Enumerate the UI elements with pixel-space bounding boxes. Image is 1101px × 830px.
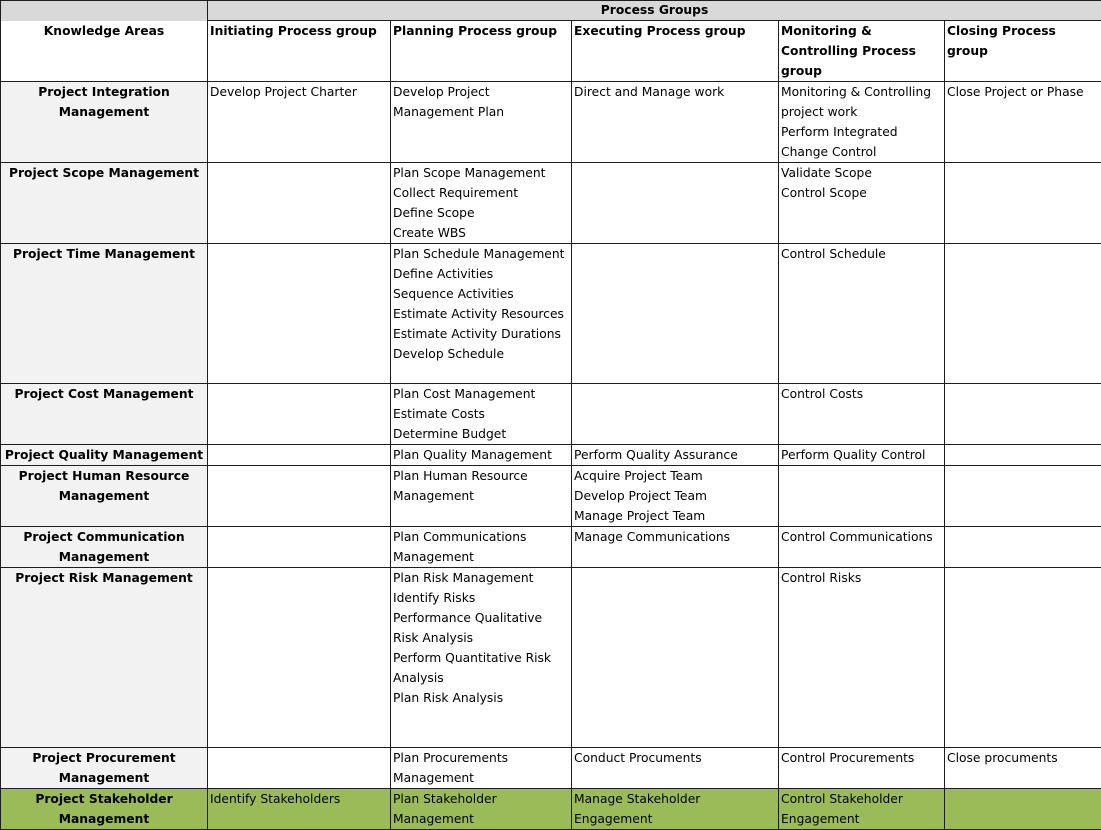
process-item: Acquire Project Team xyxy=(574,466,776,486)
table-row xyxy=(1,244,1101,384)
table-row xyxy=(1,527,1101,568)
process-cell-closing xyxy=(945,466,1101,527)
process-item: Control Scope xyxy=(781,183,942,203)
process-item: Plan Risk Analysis xyxy=(393,688,569,708)
process-cell-planning xyxy=(391,789,572,830)
process-cell-closing xyxy=(945,384,1101,445)
process-item: Define Scope xyxy=(393,203,569,223)
process-cell-monitoring xyxy=(779,789,945,830)
process-item: Perform Quality Assurance xyxy=(574,445,776,465)
process-item: Perform Quantitative Risk Analysis xyxy=(393,648,569,688)
process-cell-planning xyxy=(391,82,572,163)
process-item: Conduct Procuments xyxy=(574,748,776,768)
process-item: Close procuments xyxy=(947,748,1099,768)
column-header-initiating: Initiating Process group xyxy=(208,21,391,82)
process-item: Sequence Activities xyxy=(393,284,569,304)
table-row xyxy=(1,384,1101,445)
knowledge-area-cell: Project Integration Management xyxy=(1,82,208,163)
table-row xyxy=(1,163,1101,244)
process-item: Plan Risk Management xyxy=(393,568,569,588)
process-item: Perform Quality Control xyxy=(781,445,942,465)
process-groups-title: Process Groups xyxy=(208,1,1101,21)
table-row xyxy=(1,748,1101,789)
process-item: Monitoring & Controlling project work xyxy=(781,82,942,122)
process-item: Plan Communications Management xyxy=(393,527,569,567)
process-cell-planning xyxy=(391,748,572,789)
process-cell-closing xyxy=(945,748,1101,789)
process-cell-monitoring xyxy=(779,244,945,384)
process-cell-executing xyxy=(572,82,779,163)
column-header-closing: Closing Process group xyxy=(945,21,1101,82)
process-item: Plan Human Resource Management xyxy=(393,466,569,506)
process-cell-executing xyxy=(572,789,779,830)
process-item: Direct and Manage work xyxy=(574,82,776,102)
process-item: Validate Scope xyxy=(781,163,942,183)
process-cell-executing xyxy=(572,466,779,527)
process-item: Performance Qualitative Risk Analysis xyxy=(393,608,569,648)
process-item: Plan Procurements Management xyxy=(393,748,569,788)
process-item: Define Activities xyxy=(393,264,569,284)
process-item: Develop Project Team xyxy=(574,486,776,506)
table-row xyxy=(1,82,1101,163)
knowledge-area-cell: Project Human Resource Management xyxy=(1,466,208,527)
process-cell-planning xyxy=(391,163,572,244)
process-item: Estimate Costs xyxy=(393,404,569,424)
knowledge-area-cell: Project Time Management xyxy=(1,244,208,384)
process-item: Control Risks xyxy=(781,568,942,588)
process-cell-initiating xyxy=(208,568,391,748)
process-item: Plan Schedule Management xyxy=(393,244,569,264)
process-cell-monitoring xyxy=(779,466,945,527)
table-row xyxy=(1,445,1101,466)
process-item: Plan Cost Management xyxy=(393,384,569,404)
process-cell-initiating xyxy=(208,748,391,789)
process-cell-monitoring xyxy=(779,384,945,445)
process-cell-executing xyxy=(572,445,779,466)
process-cell-initiating xyxy=(208,384,391,445)
process-item: Manage Project Team xyxy=(574,506,776,526)
column-header-executing: Executing Process group xyxy=(572,21,779,82)
process-cell-initiating xyxy=(208,163,391,244)
process-cell-monitoring xyxy=(779,445,945,466)
table-row xyxy=(1,568,1101,748)
process-cell-executing xyxy=(572,163,779,244)
process-item: Control Schedule xyxy=(781,244,942,264)
process-cell-initiating xyxy=(208,527,391,568)
knowledge-area-cell: Project Scope Management xyxy=(1,163,208,244)
table-row xyxy=(1,466,1101,527)
table-body xyxy=(1,82,1101,830)
process-item: Develop Project Charter xyxy=(210,82,388,102)
process-item: Develop Schedule xyxy=(393,344,569,364)
process-cell-closing xyxy=(945,82,1101,163)
process-item: Determine Budget xyxy=(393,424,569,444)
process-cell-planning xyxy=(391,466,572,527)
column-header-monitoring: Monitoring & Controlling Process group xyxy=(779,21,945,82)
process-item: Plan Stakeholder Management xyxy=(393,789,569,829)
process-item: Control Stakeholder Engagement xyxy=(781,789,942,829)
knowledge-area-cell: Project Stakeholder Management xyxy=(1,789,208,830)
column-header-planning: Planning Process group xyxy=(391,21,572,82)
process-item: Create WBS xyxy=(393,223,569,243)
process-cell-closing xyxy=(945,163,1101,244)
process-item: Plan Quality Management xyxy=(393,445,569,465)
process-cell-closing xyxy=(945,445,1101,466)
process-item: Estimate Activity Resources xyxy=(393,304,569,324)
process-item: Control Procurements xyxy=(781,748,942,768)
process-cell-planning xyxy=(391,244,572,384)
process-cell-closing xyxy=(945,527,1101,568)
knowledge-area-cell: Project Procurement Management xyxy=(1,748,208,789)
process-cell-monitoring xyxy=(779,82,945,163)
knowledge-area-cell: Project Communication Management xyxy=(1,527,208,568)
process-cell-executing xyxy=(572,748,779,789)
process-cell-closing xyxy=(945,789,1101,830)
header-corner-cell xyxy=(1,1,208,21)
process-cell-monitoring xyxy=(779,568,945,748)
process-item: Control Costs xyxy=(781,384,942,404)
process-cell-executing xyxy=(572,527,779,568)
process-item: Manage Communications xyxy=(574,527,776,547)
process-cell-initiating xyxy=(208,244,391,384)
process-item: Collect Requirement xyxy=(393,183,569,203)
process-cell-executing xyxy=(572,384,779,445)
process-item: Manage Stakeholder Engagement xyxy=(574,789,776,829)
table-row xyxy=(1,789,1101,830)
process-cell-initiating xyxy=(208,445,391,466)
knowledge-areas-header: Knowledge Areas xyxy=(1,21,208,82)
process-item: Control Communications xyxy=(781,527,942,547)
process-cell-planning xyxy=(391,568,572,748)
process-item: Plan Scope Management xyxy=(393,163,569,183)
process-item: Close Project or Phase xyxy=(947,82,1099,102)
process-cell-monitoring xyxy=(779,163,945,244)
knowledge-area-cell: Project Risk Management xyxy=(1,568,208,748)
process-cell-planning xyxy=(391,445,572,466)
process-cell-planning xyxy=(391,527,572,568)
process-cell-monitoring xyxy=(779,748,945,789)
process-cell-monitoring xyxy=(779,527,945,568)
process-cell-closing xyxy=(945,568,1101,748)
knowledge-area-cell: Project Quality Management xyxy=(1,445,208,466)
process-cell-planning xyxy=(391,384,572,445)
process-cell-initiating xyxy=(208,82,391,163)
process-cell-executing xyxy=(572,244,779,384)
process-cell-initiating xyxy=(208,789,391,830)
process-cell-executing xyxy=(572,568,779,748)
knowledge-area-cell: Project Cost Management xyxy=(1,384,208,445)
process-item: Identify Risks xyxy=(393,588,569,608)
process-item: Identify Stakeholders xyxy=(210,789,388,809)
process-item: Develop Project Management Plan xyxy=(393,82,569,122)
process-cell-closing xyxy=(945,244,1101,384)
process-cell-initiating xyxy=(208,466,391,527)
process-item: Estimate Activity Durations xyxy=(393,324,569,344)
process-item: Perform Integrated Change Control xyxy=(781,122,942,162)
